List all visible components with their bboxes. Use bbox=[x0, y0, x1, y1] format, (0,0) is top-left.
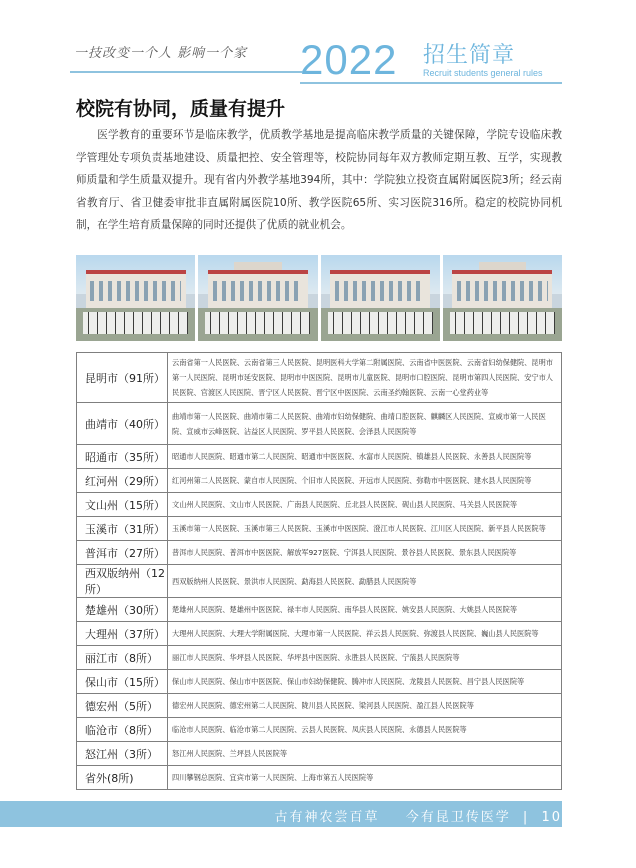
row-hospitals: 玉溪市第一人民医院、玉溪市第三人民医院、玉溪市中医医院、澄江市人民医院、江川区人民医院、新平县人民医院等 bbox=[168, 517, 562, 541]
row-city: 大理州（37所） bbox=[77, 622, 168, 646]
hospital-table bbox=[76, 352, 562, 790]
row-city: 文山州（15所） bbox=[77, 493, 168, 517]
row-hospitals: 西双版纳州人民医院、景洪市人民医院、勐海县人民医院、勐腊县人民医院等 bbox=[168, 565, 562, 598]
row-hospitals: 保山市人民医院、保山市中医医院、保山市妇幼保健院、腾冲市人民医院、龙陵县人民医院、昌宁县人民医院等 bbox=[168, 670, 562, 694]
row-city: 德宏州（5所） bbox=[77, 694, 168, 718]
table-row bbox=[77, 598, 562, 622]
hospital-photo-3 bbox=[321, 255, 440, 341]
row-city: 怒江州（3所） bbox=[77, 742, 168, 766]
row-hospitals: 四川攀钢总医院、宜宾市第一人民医院、上海市第五人民医院等 bbox=[168, 766, 562, 790]
row-hospitals: 文山州人民医院、文山市人民医院、广南县人民医院、丘北县人民医院、砚山县人民医院、马关县人民医院等 bbox=[168, 493, 562, 517]
row-city: 保山市（15所） bbox=[77, 670, 168, 694]
footer-motto-left: 古有神农尝百草 bbox=[274, 810, 380, 825]
footer-separator: | bbox=[522, 810, 530, 825]
row-hospitals: 昭通市人民医院、昭通市第二人民医院、昭通市中医医院、水富市人民医院、镇雄县人民医院、永善县人民医院等 bbox=[168, 445, 562, 469]
row-hospitals: 云南省第一人民医院、云南省第三人民医院、昆明医科大学第二附属医院、云南省中医医院、云南省妇幼保健院、昆明市第一人民医院、昆明市延安医院、昆明市中医医院、昆明市儿童医院、昆明市口腔医院、昆明市第四人民医院、安宁市人民医院、官渡区人民医院、晋宁区人民医院、晋宁区中医医院、云南圣约翰医院、云南一心堂药业等 bbox=[168, 353, 562, 403]
table-row bbox=[77, 493, 562, 517]
row-city: 普洱市（27所） bbox=[77, 541, 168, 565]
hospital-photo-2 bbox=[198, 255, 317, 341]
header-brochure-title: 招生简章 bbox=[423, 43, 516, 68]
footer-text bbox=[274, 806, 562, 825]
table-row bbox=[77, 469, 562, 493]
row-city: 临沧市（8所） bbox=[77, 718, 168, 742]
section-paragraph: 医学教育的重要环节是临床教学，优质教学基地是提高临床教学质量的关键保障，学院专设临床教学管理处专项负责基地建设、质量把控、安全管理等，校院协同每年双方教师定期互教、互学，实现教师质量和学生质量双提升。现有省内外教学基地394所，其中：学院独立投资直属附属医院3所；经云南省教育厅、省卫健委审批非直属附属医院10所、教学医院65所、实习医院316所。稳定的校院协同机制，在学生培育质量保障的同时还提供了优质的就业机会。 bbox=[76, 129, 562, 231]
row-city: 红河州（29所） bbox=[77, 469, 168, 493]
row-hospitals: 红河州第二人民医院、蒙自市人民医院、个旧市人民医院、开远市人民医院、弥勒市中医医院、建水县人民医院等 bbox=[168, 469, 562, 493]
table-row bbox=[77, 718, 562, 742]
row-city: 玉溪市（31所） bbox=[77, 517, 168, 541]
page-number: 10 bbox=[541, 810, 562, 825]
section-heading: 校院有协同，质量有提升 bbox=[76, 98, 286, 120]
header-subtitle-en: Recruit students general rules bbox=[423, 68, 543, 78]
row-hospitals: 曲靖市第一人民医院、曲靖市第二人民医院、曲靖市妇幼保健院、曲靖口腔医院、麒麟区人民医院、宣威市第一人民医院、宣威市云峰医院、沾益区人民医院、罗平县人民医院、会泽县人民医院等 bbox=[168, 403, 562, 445]
row-city: 曲靖市（40所） bbox=[77, 403, 168, 445]
table-row bbox=[77, 565, 562, 598]
table-row bbox=[77, 445, 562, 469]
table-row bbox=[77, 517, 562, 541]
header-slogan: 一技改变一个人 影响一个家 bbox=[74, 46, 248, 61]
table-row bbox=[77, 742, 562, 766]
row-city: 省外(8所) bbox=[77, 766, 168, 790]
table-row bbox=[77, 622, 562, 646]
row-hospitals: 临沧市人民医院、临沧市第二人民医院、云县人民医院、凤庆县人民医院、永德县人民医院等 bbox=[168, 718, 562, 742]
row-hospitals: 普洱市人民医院、普洱市中医医院、解放军927医院、宁洱县人民医院、景谷县人民医院、景东县人民医院等 bbox=[168, 541, 562, 565]
header-divider bbox=[70, 71, 302, 73]
photo-strip bbox=[76, 255, 562, 341]
hospital-photo-1 bbox=[76, 255, 195, 341]
table-row bbox=[77, 766, 562, 790]
table-row bbox=[77, 403, 562, 445]
row-hospitals: 怒江州人民医院、兰坪县人民医院等 bbox=[168, 742, 562, 766]
row-city: 丽江市（8所） bbox=[77, 646, 168, 670]
row-hospitals: 楚雄州人民医院、楚雄州中医医院、禄丰市人民医院、南华县人民医院、姚安县人民医院、大姚县人民医院等 bbox=[168, 598, 562, 622]
table-row bbox=[77, 670, 562, 694]
row-hospitals: 大理州人民医院、大理大学附属医院、大理市第一人民医院、祥云县人民医院、弥渡县人民医院、巍山县人民医院等 bbox=[168, 622, 562, 646]
table-row bbox=[77, 541, 562, 565]
row-hospitals: 丽江市人民医院、华坪县人民医院、华坪县中医医院、永胜县人民医院、宁蒗县人民医院等 bbox=[168, 646, 562, 670]
footer-motto-right: 今有昆卫传医学 bbox=[405, 810, 511, 825]
row-city: 昆明市（91所） bbox=[77, 353, 168, 403]
table-row bbox=[77, 353, 562, 403]
hospital-photo-4 bbox=[443, 255, 562, 341]
row-city: 昭通市（35所） bbox=[77, 445, 168, 469]
row-city: 楚雄州（30所） bbox=[77, 598, 168, 622]
row-city: 西双版纳州（12所） bbox=[77, 565, 168, 598]
table-row bbox=[77, 646, 562, 670]
table-row bbox=[77, 694, 562, 718]
header-year: 2022 bbox=[300, 36, 398, 83]
row-hospitals: 德宏州人民医院、德宏州第二人民医院、陇川县人民医院、梁河县人民医院、盈江县人民医院等 bbox=[168, 694, 562, 718]
